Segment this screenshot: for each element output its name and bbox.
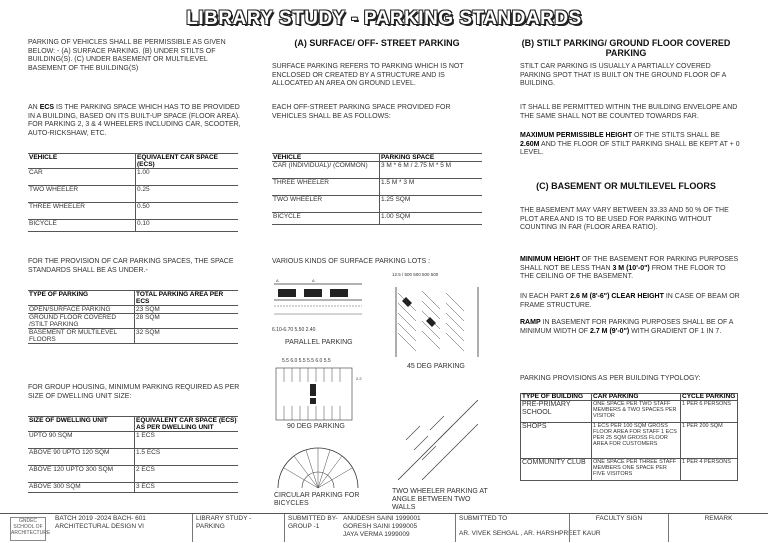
stilt-p3-a: OF THE STILTS SHALL BE bbox=[633, 132, 720, 139]
th: CAR PARKING bbox=[592, 394, 681, 401]
basement-p3-a: IN EACH PART bbox=[520, 293, 569, 300]
stilt-p2: IT SHALL BE PERMITTED WITHIN THE BUILDING ENVELOPE AND THE SAME SHALL NOT BE COUNTED TOWARDS FAR. bbox=[520, 104, 738, 120]
heading-basement: (C) BASEMENT OR MULTILEVEL FLOORS bbox=[536, 181, 716, 191]
th: VEHICLE bbox=[28, 154, 136, 169]
provision-text: FOR THE PROVISION OF CAR PARKING SPACES, THE SPACE STANDARDS SHALL BE AS UNDER.- bbox=[28, 258, 234, 274]
cell: THREE WHEELER bbox=[272, 179, 380, 196]
basement-p4 bbox=[520, 319, 740, 336]
title-block bbox=[0, 513, 768, 543]
ecs-text: IS THE PARKING SPACE WHICH HAS TO BE PROVIDED IN A BUILDING, BASED ON ITS BUILT-UP SPACE (FLOOR AREA). FOR PARKING 2, 3 & 4 WHEELERS INCLUDING CAR, SCOOTER, AUTO-RICKSHAW, ETC. bbox=[28, 104, 241, 137]
stilt-p1: STILT CAR PARKING IS USUALLY A PARTIALLY COVERED PARKING SPOT THAT IS BUILT ON THE GROUND FLOOR OF A BUILDING. bbox=[520, 63, 726, 87]
student-name: JAYA VERMA 1999009 bbox=[343, 531, 410, 538]
cell: ONE SPACE PER THREE STAFF MEMBERS ONE SPACE PER FIVE VISITORS bbox=[592, 459, 681, 481]
angle-90-parking-diagram bbox=[274, 366, 370, 422]
student-name: ANUDESH SAINI 1999001 bbox=[343, 515, 421, 522]
caption-two-wheeler: TWO WHEELER PARKING AT ANGLE BETWEEN TWO WALLS bbox=[392, 488, 488, 511]
basement-p3 bbox=[520, 293, 740, 310]
stilt-height-label: MAXIMUM PERMISSIBLE HEIGHT bbox=[520, 132, 633, 139]
cell: THREE WHEELER bbox=[28, 203, 136, 220]
th: TYPE OF PARKING bbox=[28, 291, 135, 306]
min-height-label: MINIMUM HEIGHT bbox=[520, 256, 580, 263]
ramp-label: RAMP bbox=[520, 319, 541, 326]
basement-p3-b: IN CASE OF BEAM OR FRAME STRUCTURE. bbox=[520, 293, 740, 309]
page-title: LIBRARY STUDY - PARKING STANDARDS bbox=[186, 8, 582, 29]
th: TOTAL PARKING AREA PER ECS bbox=[135, 291, 239, 306]
basement-p2-b: FROM THE FLOOR TO THE CEILING OF THE BASEMENT. bbox=[520, 264, 726, 280]
ecs-paragraph bbox=[28, 104, 246, 138]
footer-batch-cell bbox=[52, 514, 192, 542]
stilt-height-value: 2.60M bbox=[520, 140, 540, 148]
basement-p2 bbox=[520, 256, 740, 282]
cell: BICYCLE bbox=[272, 213, 380, 225]
cell: SHOPS bbox=[521, 423, 592, 459]
college-logo: GNDEC SCHOOL OF ARCHITECTURE bbox=[10, 517, 46, 541]
circular-bicycle-diagram bbox=[272, 440, 364, 490]
cell: UPTO 90 SQM bbox=[28, 432, 135, 449]
th: EQUIVALENT CAR SPACE (ECS) AS PER DWELLING UNIT bbox=[136, 417, 237, 431]
cell: 3 ECS bbox=[135, 483, 239, 493]
basement-p1: THE BASEMENT MAY VARY BETWEEN 33.33 AND 50 % OF THE PLOT AREA AND IS TO BE USED FOR PARKING WITHOUT COUNTING IN FAR (FLOOR AREA RATIO). bbox=[520, 207, 729, 231]
submitted-by-label: SUBMITTED BY- GROUP -1 bbox=[284, 514, 344, 542]
th: EQUIVALENT CAR SPACE (ECS) bbox=[136, 154, 239, 169]
cell: PRE-PRIMARY SCHOOL bbox=[521, 401, 592, 423]
dims-90: 5.5 6.0 5.5 5.5 6.0 5.5 bbox=[282, 358, 331, 364]
cell: 1.25 SQM bbox=[380, 196, 483, 213]
cell: CAR bbox=[28, 169, 136, 186]
cell: COMMUNITY CLUB bbox=[521, 459, 592, 481]
th: CYCLE PARKING bbox=[681, 394, 738, 401]
submitted-to-label: SUBMITTED TO bbox=[459, 515, 508, 522]
ecs-pre: AN bbox=[28, 104, 38, 111]
two-wheeler-diagram bbox=[392, 380, 484, 484]
caption-45: 45 DEG PARKING bbox=[407, 363, 465, 370]
faculty-names: AR. VIVEK SEHGAL , AR. HARSHPREET KAUR bbox=[459, 530, 601, 537]
dims-45: 12.5 / 500 500 500 500 bbox=[392, 272, 439, 277]
cell: 0.10 bbox=[136, 220, 239, 232]
ecs-table bbox=[28, 153, 238, 232]
cell: 1 ECS PER 100 SQM GROSS FLOOR AREA FOR STAFF 1 ECS PER 25 SQM GROSS FLOOR AREA FOR CUSTOMERS bbox=[592, 423, 681, 459]
student-name: GORESH SAINI 1999005 bbox=[343, 523, 418, 530]
cell: 2 ECS bbox=[135, 466, 239, 483]
cell: BICYCLE bbox=[28, 220, 136, 232]
clear-height-value: 2.6 M (8'-6") CLEAR HEIGHT bbox=[570, 293, 664, 300]
faculty-sign-label: FACULTY SIGN bbox=[569, 514, 668, 542]
cell: 1 PER 200 SQM bbox=[681, 423, 738, 459]
intro-text: PARKING OF VEHICLES SHALL BE PERMISSIBLE AS GIVEN BELOW: - (A) SURFACE PARKING. (B) UNDER STILTS OF BUILDING(S). (C) UNDER BASEMENT OR MULTILEVEL BASEMENT OF THE BUILDING(S) bbox=[28, 39, 226, 72]
typology-table bbox=[520, 393, 738, 481]
cell: 0.50 bbox=[136, 203, 239, 220]
names-cell bbox=[340, 514, 455, 542]
cell: ABOVE 120 UPTO 300 SQM bbox=[28, 466, 135, 483]
cell: 3 M * 6 M / 2.75 M * 5 M bbox=[380, 162, 483, 179]
th: TYPE OF BUILDING bbox=[521, 394, 592, 401]
heading-stilt: (B) STILT PARKING/ GROUND FLOOR COVERED PARKING bbox=[521, 38, 731, 58]
ecs-term: ECS bbox=[39, 104, 55, 111]
group-text: FOR GROUP HOUSING, MINIMUM PARKING REQUIRED AS PER SIZE OF DWELLING UNIT SIZE: bbox=[28, 384, 240, 400]
parking-area-table bbox=[28, 290, 238, 344]
cell: ABOVE 90 UPTO 120 SQM bbox=[28, 449, 135, 466]
min-height-value: 3 M (10'-0") bbox=[612, 264, 650, 272]
stilt-p3 bbox=[520, 132, 740, 158]
remark-label: REMARK bbox=[668, 514, 768, 542]
dwelling-table bbox=[28, 416, 238, 493]
stilt-p3-b: AND THE FLOOR OF STILT PARKING SHALL BE KEPT AT + 0 LEVEL. bbox=[520, 140, 740, 156]
cell: TWO WHEELER bbox=[272, 196, 380, 213]
cell: CAR (INDIVIDUAL)/ (COMMON) bbox=[272, 162, 380, 179]
heading-surface: (A) SURFACE/ OFF- STREET PARKING bbox=[294, 38, 460, 48]
cell: 1.5 ECS bbox=[135, 449, 239, 466]
cell: ABOVE 300 SQM bbox=[28, 483, 135, 493]
topic-text: LIBRARY STUDY - PARKING bbox=[192, 514, 284, 542]
cell: 28 SQM bbox=[135, 314, 239, 329]
cell: 1 PER 4 PERSONS bbox=[681, 459, 738, 481]
basement-p4-b: WITH GRADIENT OF 1 IN 7. bbox=[631, 327, 722, 335]
cell: 1 ECS bbox=[135, 432, 239, 449]
svg-text:A: A bbox=[276, 278, 279, 283]
cell: TWO WHEELER bbox=[28, 186, 136, 203]
cell: 1 PER 6 PERSONS bbox=[681, 401, 738, 423]
cell: 1.00 bbox=[136, 169, 239, 186]
cell: BASEMENT OR MULTILEVEL FLOORS bbox=[28, 329, 135, 344]
cell: ONE SPACE PER TWO STAFF MEMBERS & TWO SPACES PER VISITOR bbox=[592, 401, 681, 423]
cell: 1.00 SQM bbox=[380, 213, 483, 225]
caption-parallel: PARALLEL PARKING bbox=[285, 339, 353, 346]
cell: 32 SQM bbox=[135, 329, 239, 344]
submitted-to-cell bbox=[455, 514, 601, 542]
cell: 0.25 bbox=[136, 186, 239, 203]
surface-p1: SURFACE PARKING REFERS TO PARKING WHICH IS NOT ENCLOSED OR CREATED BY A STRUCTURE AND IS ALLOCATED AN AREA ON GROUND LEVEL. bbox=[272, 63, 464, 87]
basement-p4-a: IN BASEMENT FOR PARKING PURPOSES SHALL BE OF A MINIMUM WIDTH OF bbox=[520, 319, 734, 335]
basement-p2-a: OF THE BASEMENT FOR PARKING PURPOSES SHALL NOT BE LESS THAN bbox=[520, 256, 739, 272]
svg-text:A: A bbox=[312, 278, 315, 283]
ramp-width-value: 2.7 M (9'-0") bbox=[590, 327, 630, 335]
cell: GROUND FLOOR COVERED /STILT PARKING bbox=[28, 314, 135, 329]
angle-45-parking-diagram bbox=[392, 283, 482, 361]
parallel-dims: 6.10-6.70 5.50 2.40 bbox=[272, 327, 316, 333]
subject-text: ARCHITECTURAL DESIGN VI bbox=[55, 523, 144, 530]
th: SIZE OF DWELLING UNIT bbox=[28, 417, 135, 432]
svg-text:2.2: 2.2 bbox=[356, 376, 362, 381]
caption-circular: CIRCULAR PARKING FOR BICYCLES bbox=[274, 492, 360, 507]
cell: OPEN/SURFACE PARKING bbox=[28, 306, 135, 314]
offstreet-table bbox=[272, 153, 482, 225]
th: PARKING SPACE bbox=[380, 154, 483, 162]
surface-p2: EACH OFF-STREET PARKING SPACE PROVIDED FOR VEHICLES SHALL BE AS FOLLOWS: bbox=[272, 104, 451, 120]
th: VEHICLE bbox=[272, 154, 380, 162]
kinds-text: VARIOUS KINDS OF SURFACE PARKING LOTS : bbox=[272, 258, 431, 265]
cell: 23 SQM bbox=[135, 306, 239, 314]
typology-text: PARKING PROVISIONS AS PER BUILDING TYPOLOGY: bbox=[520, 375, 701, 382]
caption-90: 90 DEG PARKING bbox=[287, 423, 345, 430]
cell: 1.5 M * 3 M bbox=[380, 179, 483, 196]
batch-text: BATCH 2019 -2024 BACH- 601 bbox=[55, 515, 146, 522]
